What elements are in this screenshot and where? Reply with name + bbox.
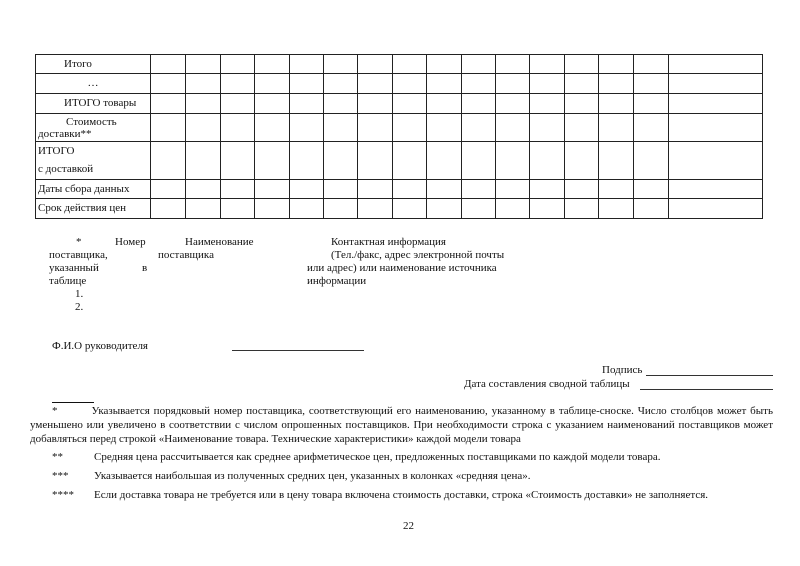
table-cell[interactable]: [427, 142, 462, 180]
col-number-header: Номер: [115, 236, 146, 248]
table-cell[interactable]: [427, 74, 462, 94]
table-cell[interactable]: [255, 142, 290, 180]
table-cell[interactable]: [221, 94, 255, 114]
table-cell[interactable]: [565, 94, 599, 114]
table-cell[interactable]: [324, 180, 358, 199]
row-label: ИТОГО товары: [36, 94, 151, 114]
table-cell[interactable]: [599, 199, 634, 219]
table-cell[interactable]: [393, 94, 427, 114]
footnote-1-text: Указывается порядковый номер поставщика, соответствующий его наименованию, указанному в таблице-сноске. Число столбцов может быть уменьшено или увеличено в соответствии с числом опрошенных поставщиков. При необходимости строка с указанием наименований поставщиков может добавляться перед строкой «Наименование товара. Технические характеристики» каждой модели товара: [30, 405, 773, 445]
supplier-item-2: 2.: [75, 301, 84, 313]
footnote-2-text: Средняя цена рассчитывается как среднее арифметическое цен, предложенных поставщиками по каждой модели товара.: [94, 451, 661, 463]
table-row: [36, 142, 763, 180]
table-cell[interactable]: [358, 114, 393, 142]
table-cell[interactable]: [462, 114, 496, 142]
signature-label: Подпись: [602, 364, 643, 376]
table-cell[interactable]: [462, 74, 496, 94]
table-cell[interactable]: [496, 94, 530, 114]
table-cell[interactable]: [462, 199, 496, 219]
footnote-4-mark: ****: [52, 489, 74, 501]
table-cell[interactable]: [530, 74, 565, 94]
table-cell[interactable]: [151, 55, 186, 74]
table-cell[interactable]: [462, 142, 496, 180]
table-cell[interactable]: [669, 180, 763, 199]
table-row: [36, 114, 763, 142]
table-cell[interactable]: [186, 114, 221, 142]
table-row: [36, 55, 763, 74]
date-field[interactable]: [640, 389, 773, 390]
row-label: Итого: [36, 55, 151, 74]
table-cell[interactable]: [462, 94, 496, 114]
table-cell[interactable]: [634, 74, 669, 94]
table-cell[interactable]: [221, 180, 255, 199]
table-cell[interactable]: [255, 180, 290, 199]
table-cell[interactable]: [358, 180, 393, 199]
table-cell[interactable]: [186, 74, 221, 94]
table-cell[interactable]: [565, 142, 599, 180]
col-number-header-cont: поставщика,: [49, 249, 108, 261]
table-cell[interactable]: [530, 142, 565, 180]
row-label: [36, 114, 151, 142]
table-cell[interactable]: [151, 142, 186, 180]
table-cell[interactable]: [255, 114, 290, 142]
col-number-header-in: в: [142, 262, 148, 274]
table-cell[interactable]: [393, 180, 427, 199]
table-cell[interactable]: [530, 180, 565, 199]
supplier-item-1: 1.: [75, 288, 84, 300]
row-label: Срок действия цен: [36, 199, 151, 219]
table-row: [36, 199, 763, 219]
row-label-line2: доставки**: [38, 127, 92, 140]
table-cell[interactable]: [358, 94, 393, 114]
table-cell[interactable]: [151, 74, 186, 94]
table-cell[interactable]: [221, 199, 255, 219]
table-cell[interactable]: [530, 199, 565, 219]
table-cell[interactable]: [151, 180, 186, 199]
table-cell[interactable]: [324, 55, 358, 74]
col-contact-header: Контактная информация: [331, 236, 446, 248]
table-cell[interactable]: [599, 74, 634, 94]
table-cell[interactable]: [565, 114, 599, 142]
table-cell[interactable]: [599, 55, 634, 74]
table-cell[interactable]: [634, 114, 669, 142]
row-label: Даты сбора данных: [36, 180, 151, 199]
table-cell[interactable]: [186, 94, 221, 114]
col-contact-line3: информации: [307, 275, 367, 287]
table-cell[interactable]: [565, 55, 599, 74]
table-cell[interactable]: [358, 55, 393, 74]
table-cell[interactable]: [530, 94, 565, 114]
row-label-line1: Стоимость: [66, 115, 117, 128]
footnote-separator: [52, 402, 94, 403]
col-number-header-cont2: указанный: [49, 262, 99, 274]
table-cell[interactable]: [151, 114, 186, 142]
col-contact-line2: или адрес) или наименование источника: [307, 262, 497, 274]
table-cell[interactable]: [358, 142, 393, 180]
table-cell[interactable]: [565, 74, 599, 94]
table-cell[interactable]: [324, 199, 358, 219]
col-number-header-cont3: таблице: [49, 275, 87, 287]
table-cell[interactable]: [221, 74, 255, 94]
table-cell[interactable]: [669, 142, 763, 180]
table-row: [36, 74, 763, 94]
table-cell[interactable]: [393, 74, 427, 94]
table-cell[interactable]: [462, 180, 496, 199]
table-cell[interactable]: [669, 55, 763, 74]
page-number: 22: [403, 520, 414, 532]
footnote-3-text: Указывается наибольшая из полученных средних цен, указанных в колонках «средняя цена».: [94, 470, 531, 482]
table-cell[interactable]: [496, 180, 530, 199]
head-fio-field[interactable]: [232, 350, 364, 351]
table-cell[interactable]: [186, 180, 221, 199]
table-cell[interactable]: [324, 94, 358, 114]
table-cell[interactable]: [324, 114, 358, 142]
table-cell[interactable]: [290, 114, 324, 142]
row-label: …: [36, 74, 151, 94]
footnote-2: [52, 450, 660, 464]
table-cell[interactable]: [255, 199, 290, 219]
table-cell[interactable]: [565, 180, 599, 199]
footnote-4-text: Если доставка товара не требуется или в цену товара включена стоимость доставки, строка «Стоимость доставки» не заполняется.: [94, 489, 709, 501]
table-cell[interactable]: [634, 180, 669, 199]
table-cell[interactable]: [393, 199, 427, 219]
table-cell[interactable]: [255, 94, 290, 114]
table-row: [36, 180, 763, 199]
table-cell[interactable]: [669, 199, 763, 219]
date-label: Дата составления сводной таблицы: [464, 378, 630, 390]
table-cell[interactable]: [427, 180, 462, 199]
table-cell[interactable]: [290, 55, 324, 74]
table-cell[interactable]: [427, 199, 462, 219]
table-cell[interactable]: [290, 142, 324, 180]
table-cell[interactable]: [427, 114, 462, 142]
table-cell[interactable]: [255, 55, 290, 74]
summary-price-table: [35, 54, 763, 219]
table-cell[interactable]: [221, 142, 255, 180]
table-cell[interactable]: [634, 55, 669, 74]
signature-field[interactable]: [646, 375, 773, 376]
table-cell[interactable]: [290, 74, 324, 94]
table-cell[interactable]: [599, 180, 634, 199]
table-cell[interactable]: [186, 142, 221, 180]
table-cell[interactable]: [496, 74, 530, 94]
table-cell[interactable]: [599, 114, 634, 142]
col-name-header: Наименование: [185, 236, 254, 248]
table-cell[interactable]: [496, 199, 530, 219]
table-cell[interactable]: [151, 94, 186, 114]
footnote-3: [52, 469, 531, 483]
table-cell[interactable]: [496, 55, 530, 74]
table-cell[interactable]: [221, 55, 255, 74]
table-cell[interactable]: [599, 94, 634, 114]
table-cell[interactable]: [669, 94, 763, 114]
table-cell[interactable]: [634, 142, 669, 180]
table-cell[interactable]: [186, 199, 221, 219]
table-cell[interactable]: [221, 114, 255, 142]
table-cell[interactable]: [324, 74, 358, 94]
star-mark: *: [76, 236, 82, 248]
row-label-line1: ИТОГО: [38, 145, 75, 157]
table-cell[interactable]: [669, 74, 763, 94]
table-cell[interactable]: [393, 114, 427, 142]
table-cell[interactable]: [393, 142, 427, 180]
table-cell[interactable]: [427, 55, 462, 74]
table-cell[interactable]: [324, 142, 358, 180]
table-cell[interactable]: [530, 55, 565, 74]
table-cell[interactable]: [186, 55, 221, 74]
table-cell[interactable]: [530, 114, 565, 142]
table-cell[interactable]: [255, 74, 290, 94]
footnote-3-mark: ***: [52, 470, 69, 482]
table-cell[interactable]: [634, 199, 669, 219]
table-cell[interactable]: [599, 142, 634, 180]
table-cell[interactable]: [496, 142, 530, 180]
col-contact-line1: (Тел./факс, адрес электронной почты: [331, 249, 505, 261]
table-cell[interactable]: [669, 114, 763, 142]
footnote-1-mark: *: [52, 405, 58, 417]
row-label: [36, 142, 151, 180]
table-cell[interactable]: [393, 55, 427, 74]
table-cell[interactable]: [290, 180, 324, 199]
table-cell[interactable]: [358, 74, 393, 94]
col-name-header-cont: поставщика: [158, 249, 214, 261]
table-cell[interactable]: [290, 199, 324, 219]
table-cell[interactable]: [358, 199, 393, 219]
head-fio-label: Ф.И.О руководителя: [52, 340, 148, 352]
footnote-2-mark: **: [52, 451, 63, 463]
row-label-line2: с доставкой: [38, 163, 94, 175]
table-cell[interactable]: [290, 94, 324, 114]
table-cell[interactable]: [462, 55, 496, 74]
footnote-4: [52, 488, 708, 502]
table-cell[interactable]: [427, 94, 462, 114]
table-cell[interactable]: [634, 94, 669, 114]
footnote-1: [30, 404, 773, 446]
table-cell[interactable]: [496, 114, 530, 142]
table-cell[interactable]: [151, 199, 186, 219]
table-row: [36, 94, 763, 114]
table-cell[interactable]: [565, 199, 599, 219]
